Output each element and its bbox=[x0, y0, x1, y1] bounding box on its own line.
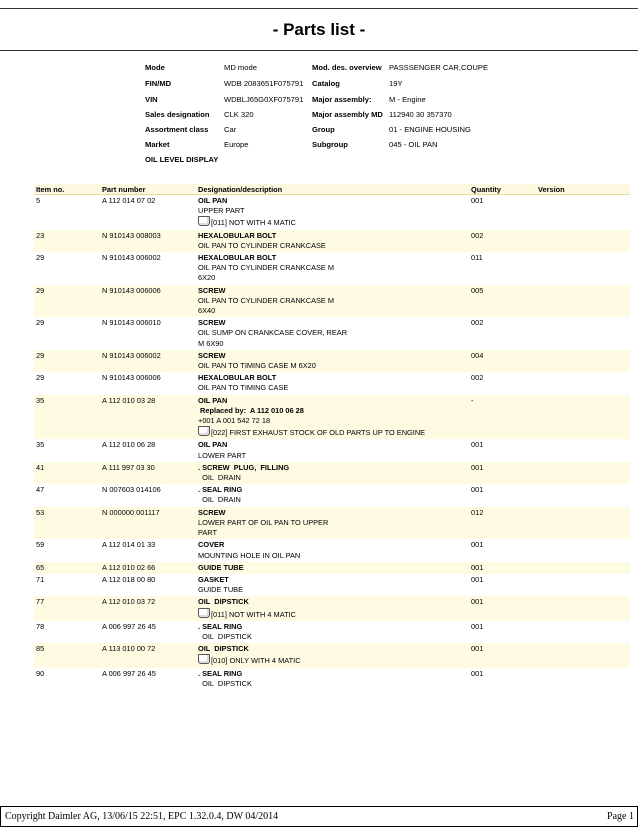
part-number: A 006 997 26 45 bbox=[102, 621, 156, 631]
item-number: 71 bbox=[36, 574, 45, 584]
part-number: A 112 010 03 72 bbox=[102, 597, 156, 607]
table-row bbox=[34, 252, 630, 285]
part-number: A 113 010 00 72 bbox=[102, 644, 156, 654]
designation-cell bbox=[198, 669, 468, 689]
quantity: 002 bbox=[471, 373, 484, 383]
part-number: N 910143 006006 bbox=[102, 285, 161, 295]
quantity: 001 bbox=[471, 485, 484, 495]
footnote-line bbox=[198, 216, 468, 228]
item-number: 23 bbox=[36, 230, 45, 240]
designation-cell bbox=[198, 575, 468, 595]
note-icon[interactable] bbox=[198, 654, 210, 664]
description-line bbox=[198, 551, 468, 561]
table-header bbox=[34, 184, 630, 195]
designation-title bbox=[198, 597, 468, 607]
line-text: +001 A 001 542 72 18 bbox=[198, 416, 271, 426]
designation-title bbox=[198, 508, 468, 518]
designation-cell bbox=[198, 597, 468, 619]
designation-cell bbox=[198, 644, 468, 666]
line-text: OIL DRAIN bbox=[198, 473, 241, 483]
catalog-value: 19Y bbox=[389, 79, 403, 88]
item-number: 29 bbox=[36, 253, 45, 263]
table-row bbox=[34, 621, 630, 643]
description-line bbox=[198, 361, 468, 371]
description-line bbox=[198, 263, 468, 273]
part-number: A 006 997 26 45 bbox=[102, 668, 156, 678]
item-number: 53 bbox=[36, 507, 45, 517]
description-line bbox=[198, 296, 468, 306]
subgroup-label: Subgroup bbox=[312, 140, 348, 149]
oil-level-display-label: OIL LEVEL DISPLAY bbox=[145, 155, 219, 164]
line-text: MOUNTING HOLE IN OIL PAN bbox=[198, 550, 301, 560]
line-text: OIL DRAIN bbox=[198, 495, 241, 505]
part-number: N 910143 008003 bbox=[102, 230, 161, 240]
line-text: [011] NOT WITH 4 MATIC bbox=[211, 609, 297, 619]
line-text: UPPER PART bbox=[198, 206, 245, 216]
line-text: HEXALOBULAR BOLT bbox=[198, 373, 277, 383]
line-text: GUIDE TUBE bbox=[198, 562, 244, 572]
quantity: 001 bbox=[471, 440, 484, 450]
quantity: 001 bbox=[471, 540, 484, 550]
group-value: 01 - ENGINE HOUSING bbox=[389, 125, 471, 134]
line-text: OIL SUMP ON CRANKCASE COVER, REAR bbox=[198, 328, 348, 338]
designation-title bbox=[198, 463, 468, 473]
line-text: 6X20 bbox=[198, 273, 216, 283]
line-text: SCREW bbox=[198, 285, 226, 295]
part-number: A 112 010 03 28 bbox=[102, 395, 156, 405]
description-line bbox=[198, 679, 468, 689]
designation-cell bbox=[198, 396, 468, 439]
part-number: N 910143 006006 bbox=[102, 373, 161, 383]
quantity: 011 bbox=[471, 253, 483, 263]
table-row bbox=[34, 643, 630, 667]
item-number: 5 bbox=[36, 196, 41, 205]
top-rule bbox=[0, 8, 638, 9]
table-row bbox=[34, 596, 630, 620]
line-text: Replaced by: A 112 010 06 28 bbox=[198, 405, 304, 415]
part-number: N 007603 014106 bbox=[102, 485, 161, 495]
title-rule bbox=[0, 50, 638, 51]
quantity: 001 bbox=[471, 574, 484, 584]
market-label: Market bbox=[145, 140, 170, 149]
subgroup-value: 045 - OIL PAN bbox=[389, 140, 438, 149]
designation-cell bbox=[198, 196, 468, 229]
line-text: OIL DIPSTICK bbox=[198, 644, 249, 654]
col-version: Version bbox=[538, 185, 565, 194]
description-line bbox=[198, 339, 468, 349]
col-part-number: Part number bbox=[102, 185, 146, 194]
sales-designation-label: Sales designation bbox=[145, 110, 210, 119]
table-row bbox=[34, 439, 630, 461]
major-assembly-md-label: Major assembly MD bbox=[312, 110, 383, 119]
designation-cell bbox=[198, 540, 468, 560]
quantity: 001 bbox=[471, 597, 484, 607]
col-item-no: Item no. bbox=[36, 185, 65, 194]
item-number: 29 bbox=[36, 373, 45, 383]
part-number: A 112 010 02 66 bbox=[102, 562, 156, 572]
table-body bbox=[34, 195, 630, 690]
table-row bbox=[34, 574, 630, 596]
line-text: . SCREW PLUG, FILLING bbox=[198, 462, 290, 472]
item-number: 29 bbox=[36, 318, 45, 328]
part-number: N 910143 006002 bbox=[102, 253, 161, 263]
designation-cell bbox=[198, 563, 468, 573]
description-line bbox=[198, 241, 468, 251]
part-number: A 111 997 03 30 bbox=[102, 462, 155, 472]
designation-title bbox=[198, 440, 468, 450]
line-text: OIL PAN bbox=[198, 395, 228, 405]
designation-title bbox=[198, 396, 468, 406]
model-overview-value: PASSSENGER CAR,COUPE bbox=[389, 63, 489, 72]
description-line bbox=[198, 328, 468, 338]
line-text: [010] ONLY WITH 4 MATIC bbox=[211, 656, 301, 666]
designation-cell bbox=[198, 231, 468, 251]
line-text: HEXALOBULAR BOLT bbox=[198, 253, 277, 263]
fin-value: WDB 2083651F075791 bbox=[224, 79, 304, 88]
table-row bbox=[34, 462, 630, 484]
table-row bbox=[34, 285, 630, 318]
line-text: [022] FIRST EXHAUST STOCK OF OLD PARTS UP TO ENGINE bbox=[211, 428, 426, 438]
description-line bbox=[198, 206, 468, 216]
designation-title bbox=[198, 669, 468, 679]
fin-label: FIN/MD bbox=[145, 79, 172, 88]
line-text: LOWER PART bbox=[198, 450, 247, 460]
description-line bbox=[198, 273, 468, 283]
designation-title bbox=[198, 196, 468, 206]
line-text: OIL PAN bbox=[198, 196, 228, 205]
quantity: 001 bbox=[471, 621, 484, 631]
table-row bbox=[34, 484, 630, 506]
item-number: 78 bbox=[36, 621, 45, 631]
item-number: 65 bbox=[36, 562, 45, 572]
designation-title bbox=[198, 373, 468, 383]
designation-title bbox=[198, 575, 468, 585]
line-text: COVER bbox=[198, 540, 225, 550]
designation-cell bbox=[198, 318, 468, 349]
item-number: 35 bbox=[36, 395, 45, 405]
market-value: Europe bbox=[224, 140, 249, 149]
part-number: A 112 014 01 33 bbox=[102, 540, 156, 550]
designation-title bbox=[198, 351, 468, 361]
designation-title bbox=[198, 622, 468, 632]
col-designation: Designation/description bbox=[198, 185, 283, 194]
line-text: OIL PAN TO CYLINDER CRANKCASE M bbox=[198, 263, 335, 273]
designation-title bbox=[198, 644, 468, 654]
designation-cell bbox=[198, 286, 468, 317]
designation-title bbox=[198, 253, 468, 263]
description-line bbox=[198, 416, 468, 426]
line-text: GUIDE TUBE bbox=[198, 585, 244, 595]
vin-value: WDBLJ65G0XF075791 bbox=[224, 95, 304, 104]
designation-cell bbox=[198, 440, 468, 460]
major-assembly-value: M - Engine bbox=[389, 95, 426, 104]
col-quantity: Quantity bbox=[471, 185, 501, 194]
designation-title bbox=[198, 231, 468, 241]
designation-cell bbox=[198, 508, 468, 539]
designation-title bbox=[198, 485, 468, 495]
quantity: 001 bbox=[471, 668, 484, 678]
quantity: 001 bbox=[471, 196, 484, 205]
designation-cell bbox=[198, 351, 468, 371]
assortment-class-value: Car bbox=[224, 125, 237, 134]
quantity: 012 bbox=[471, 507, 484, 517]
sales-designation-value: CLK 320 bbox=[224, 110, 254, 119]
part-number: N 000000 001117 bbox=[102, 507, 160, 517]
part-number: N 910143 006002 bbox=[102, 350, 161, 360]
designation-title bbox=[198, 286, 468, 296]
description-line bbox=[198, 383, 468, 393]
item-number: 41 bbox=[36, 462, 45, 472]
designation-cell bbox=[198, 253, 468, 284]
note-icon[interactable] bbox=[198, 426, 210, 436]
line-text: M 6X90 bbox=[198, 338, 224, 348]
quantity: 001 bbox=[471, 644, 484, 654]
line-text: LOWER PART OF OIL PAN TO UPPER bbox=[198, 517, 329, 527]
footnote-line bbox=[198, 426, 468, 438]
designation-cell bbox=[198, 463, 468, 483]
table-row bbox=[34, 507, 630, 540]
quantity: - bbox=[471, 395, 474, 405]
note-icon[interactable] bbox=[198, 608, 210, 618]
item-number: 77 bbox=[36, 597, 45, 607]
major-assembly-md-value: 112940 30 357370 bbox=[389, 110, 452, 119]
line-text: OIL PAN TO TIMING CASE bbox=[198, 383, 289, 393]
quantity: 001 bbox=[471, 562, 484, 572]
footnote-line bbox=[198, 654, 468, 666]
table-row bbox=[34, 539, 630, 561]
page-number: Page 1 bbox=[607, 811, 634, 822]
designation-cell bbox=[198, 485, 468, 505]
description-line bbox=[198, 528, 468, 538]
table-row bbox=[34, 372, 630, 394]
footnote-line bbox=[198, 608, 468, 620]
description-line bbox=[198, 632, 468, 642]
table-row bbox=[34, 562, 630, 574]
table-row bbox=[34, 230, 630, 252]
description-line bbox=[198, 306, 468, 316]
item-number: 29 bbox=[36, 285, 45, 295]
item-number: 85 bbox=[36, 644, 45, 654]
description-line bbox=[198, 473, 468, 483]
item-number: 47 bbox=[36, 485, 45, 495]
table-row bbox=[34, 395, 630, 440]
line-text: OIL DIPSTICK bbox=[198, 678, 252, 688]
table-row bbox=[34, 317, 630, 350]
part-number: A 112 018 00 80 bbox=[102, 574, 156, 584]
line-text: SCREW bbox=[198, 318, 226, 328]
designation-cell bbox=[198, 373, 468, 393]
group-label: Group bbox=[312, 125, 335, 134]
quantity: 005 bbox=[471, 285, 484, 295]
item-number: 29 bbox=[36, 350, 45, 360]
designation-title bbox=[198, 540, 468, 550]
line-text: SCREW bbox=[198, 350, 226, 360]
mode-value: MD mode bbox=[224, 63, 257, 72]
table-row bbox=[34, 350, 630, 372]
quantity: 002 bbox=[471, 230, 484, 240]
line-text: OIL DIPSTICK bbox=[198, 597, 249, 607]
page-footer bbox=[0, 806, 638, 827]
line-text: . SEAL RING bbox=[198, 621, 243, 631]
line-text: GASKET bbox=[198, 574, 229, 584]
part-number: A 112 010 06 28 bbox=[102, 440, 156, 450]
line-text: . SEAL RING bbox=[198, 485, 243, 495]
table-row bbox=[34, 195, 630, 230]
line-text: OIL PAN bbox=[198, 440, 228, 450]
line-text: SCREW bbox=[198, 507, 226, 517]
description-line bbox=[198, 451, 468, 461]
item-number: 35 bbox=[36, 440, 45, 450]
line-text: OIL PAN TO TIMING CASE M 6X20 bbox=[198, 361, 316, 371]
line-text: OIL PAN TO CYLINDER CRANKCASE M bbox=[198, 295, 335, 305]
description-line bbox=[198, 495, 468, 505]
part-number: A 112 014 07 02 bbox=[102, 196, 156, 205]
line-text: PART bbox=[198, 528, 218, 538]
item-number: 59 bbox=[36, 540, 45, 550]
parts-table bbox=[34, 184, 630, 690]
designation-title bbox=[198, 318, 468, 328]
line-text: . SEAL RING bbox=[198, 668, 243, 678]
copyright-text: Copyright Daimler AG, 13/06/15 22:51, EPC 1.32.0.4, DW 04/2014 bbox=[5, 811, 279, 822]
quantity: 002 bbox=[471, 318, 484, 328]
model-overview-label: Mod. des. overview bbox=[312, 63, 382, 72]
note-icon[interactable] bbox=[198, 216, 210, 226]
quantity: 004 bbox=[471, 350, 484, 360]
description-line bbox=[198, 585, 468, 595]
mode-label: Mode bbox=[145, 63, 165, 72]
line-text: OIL PAN TO CYLINDER CRANKCASE bbox=[198, 240, 326, 250]
item-number: 90 bbox=[36, 668, 45, 678]
line-text: HEXALOBULAR BOLT bbox=[198, 230, 277, 240]
quantity: 001 bbox=[471, 462, 484, 472]
line-text: 6X40 bbox=[198, 306, 216, 316]
part-number: N 910143 006010 bbox=[102, 318, 161, 328]
page-title: - Parts list - bbox=[272, 20, 366, 39]
description-line bbox=[198, 518, 468, 528]
catalog-label: Catalog bbox=[312, 79, 340, 88]
assortment-class-label: Assortment class bbox=[145, 125, 209, 134]
vin-label: VIN bbox=[145, 95, 158, 104]
major-assembly-label: Major assembly: bbox=[312, 95, 372, 104]
line-text: [011] NOT WITH 4 MATIC bbox=[211, 218, 297, 228]
line-text: OIL DIPSTICK bbox=[198, 631, 252, 641]
designation-cell bbox=[198, 622, 468, 642]
table-row bbox=[34, 668, 630, 690]
description-line bbox=[198, 406, 468, 416]
designation-title bbox=[198, 563, 468, 573]
